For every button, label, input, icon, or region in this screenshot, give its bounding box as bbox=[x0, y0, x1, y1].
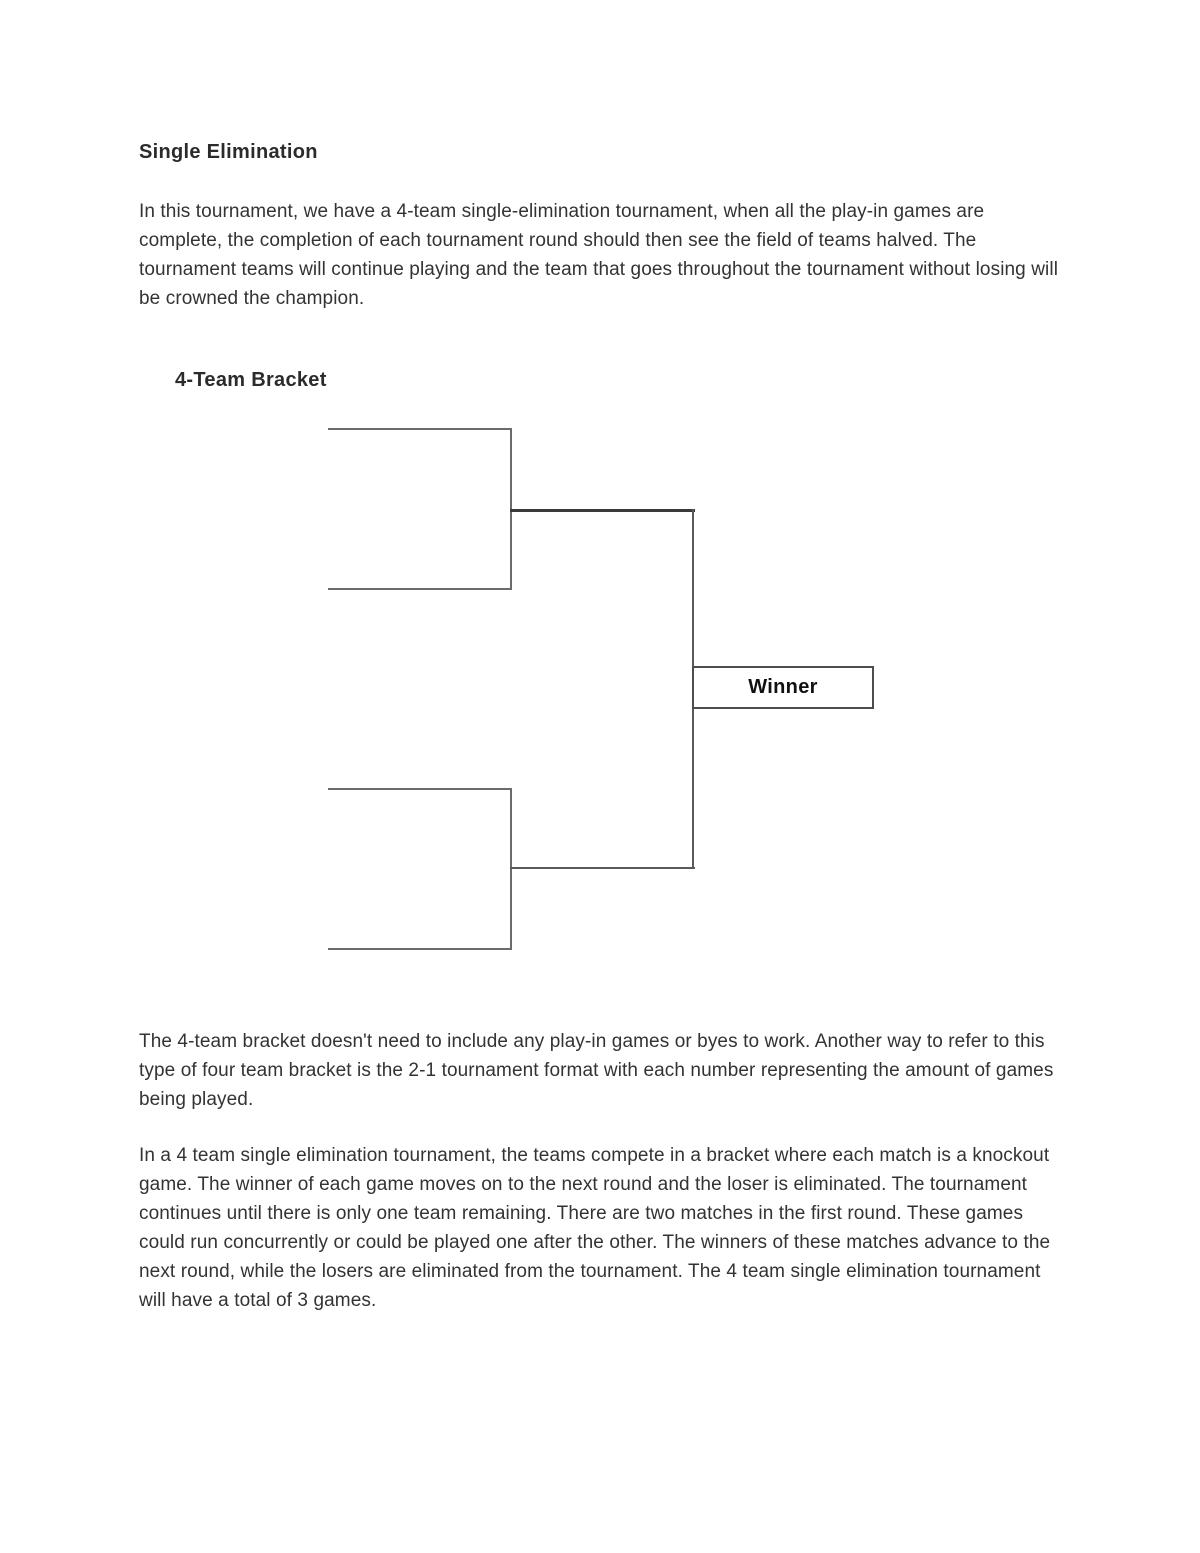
bracket-description-paragraph: The 4-team bracket doesn't need to include any play-in games or byes to work. Another way to refer to this type of four team bracket is the 2-1 tournament format with each number representing the amount of games being played. bbox=[139, 1031, 1054, 1110]
match-1-winner-line bbox=[510, 509, 695, 512]
tournament-details-paragraph: In a 4 team single elimination tournament, the teams compete in a bracket where each match is a knockout game. The winner of each game moves on to the next round and the loser is eliminated. The tournament continues until there is only one team remaining. There are two matches in the first round. These games could run concurrently or could be played one after the other. The winners of these matches advance to the next round, while the losers are eliminated from the tournament. The 4 team single elimination tournament will have a total of 3 games. bbox=[139, 1145, 1051, 1311]
intro-paragraph: In this tournament, we have a 4-team single-elimination tournament, when all the play-in games are complete, the completion of each tournament round should then see the field of teams halved. The tournament teams will continue playing and the team that goes throughout the tournament without losing will be crowned the champion. bbox=[139, 201, 1059, 309]
match-2-winner-line bbox=[510, 867, 695, 869]
winner-box bbox=[692, 666, 874, 709]
match-2-bracket bbox=[328, 788, 512, 950]
match-1-bracket bbox=[328, 428, 512, 590]
winner-label: Winner bbox=[748, 676, 818, 698]
page-title: Single Elimination bbox=[139, 141, 318, 163]
bracket-section-title: 4-Team Bracket bbox=[175, 369, 327, 391]
